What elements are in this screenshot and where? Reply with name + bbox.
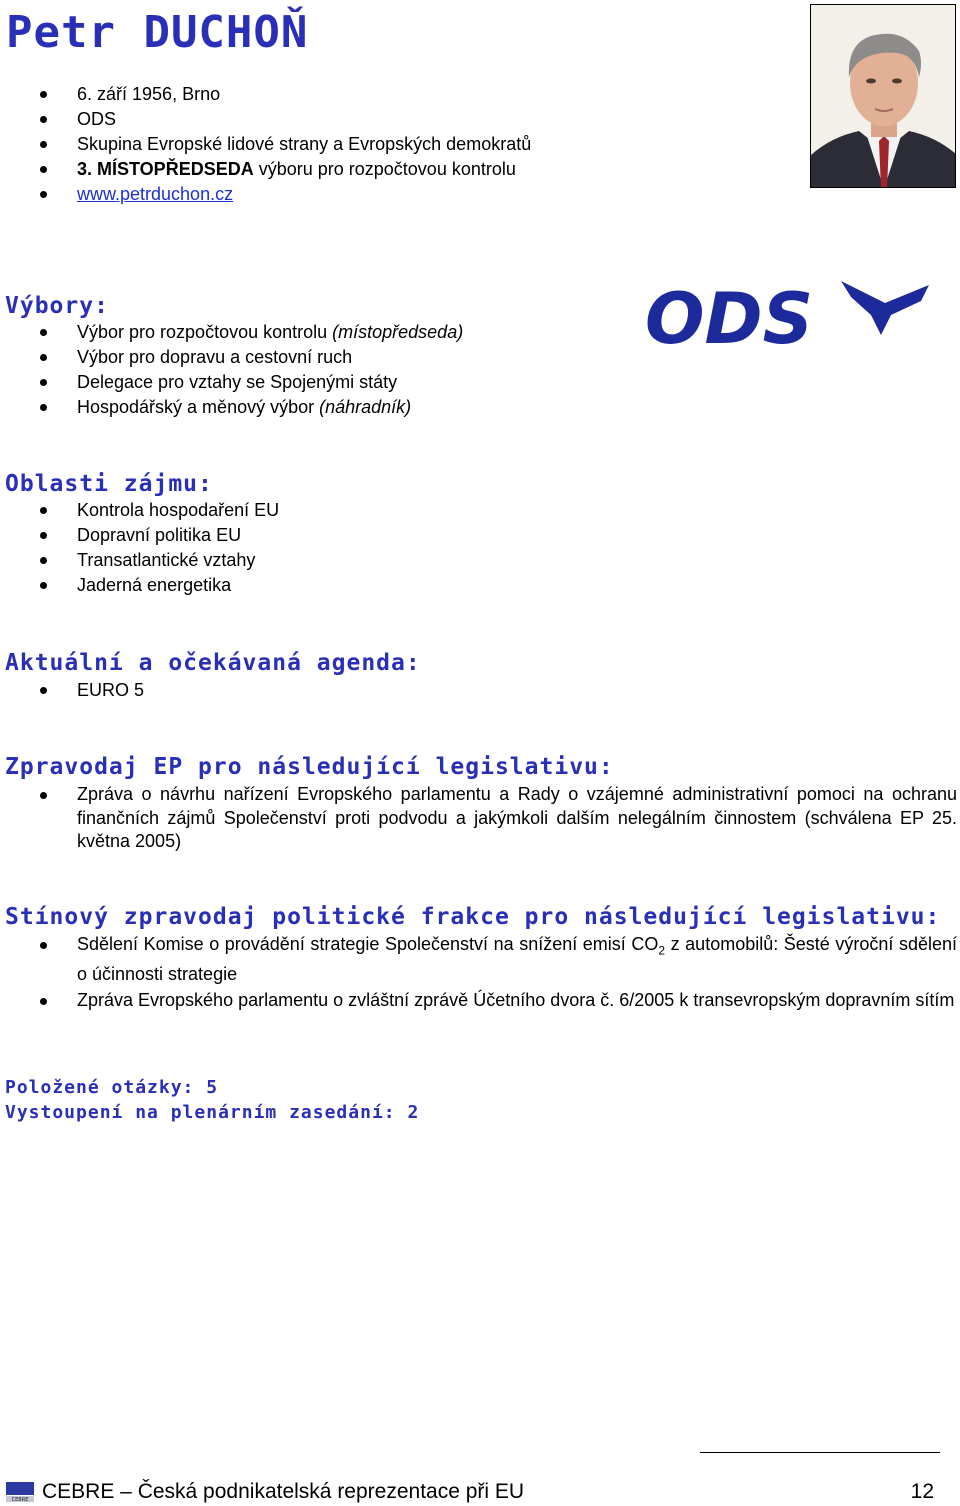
- interest-item: Dopravní politika EU: [0, 523, 279, 548]
- bio-birth: 6. září 1956, Brno: [0, 82, 531, 107]
- shadow-heading: Stínový zpravodaj politické frakce pro následující legislativu:: [5, 904, 941, 930]
- shadow-item: Sdělení Komise o provádění strategie Společenství na snížení emisí $CO_2$ z automobilů: Šesté výroční sdělení o účinnosti strategie: [0, 933, 957, 987]
- page-title: Petr DUCHOŇ: [6, 7, 309, 58]
- committees-list: [0, 320, 463, 420]
- bio-website: [0, 182, 531, 207]
- speeches-count: Vystoupení na plenárním zasedání: 2: [5, 1102, 420, 1123]
- bio-party: ODS: [0, 107, 531, 132]
- ods-logo-text: ODS: [645, 278, 814, 355]
- committee-item: Výbor pro rozpočtovou kontrolu (místopředseda): [0, 320, 463, 345]
- rapporteur-heading: Zpravodaj EP pro následující legislativu:: [5, 754, 614, 780]
- website-link[interactable]: www.petrduchon.cz: [77, 184, 234, 204]
- page-number: 12: [910, 1480, 934, 1503]
- interest-item: Jaderná energetika: [0, 573, 279, 598]
- rapporteur-item: Zpráva o návrhu nařízení Evropského parlamentu a Rady o vzájemné administrativní pomoci na ochranu finančních zájmů Společenství proti podvodu a jakýmkoli dalším nelegálním činnostem (schválena EP 25. května 2005): [0, 783, 957, 854]
- portrait-photo: [810, 4, 956, 188]
- cebre-logo-icon: [6, 1482, 34, 1502]
- bio-role: [0, 157, 531, 182]
- footer-rule: [700, 1452, 940, 1453]
- shadow-list: [0, 933, 957, 1014]
- interest-item: Kontrola hospodaření EU: [0, 498, 279, 523]
- agenda-item: EURO 5: [0, 678, 144, 703]
- ods-logo: [645, 275, 930, 355]
- committees-heading: Výbory:: [5, 293, 109, 319]
- bio-group: Skupina Evropské lidové strany a Evropských demokratů: [0, 132, 531, 157]
- committee-item: Hospodářský a měnový výbor (náhradník): [0, 395, 463, 420]
- interests-heading: Oblasti zájmu:: [5, 471, 213, 497]
- footer-text: CEBRE – Česká podnikatelská reprezentace při EU: [42, 1480, 525, 1503]
- svg-text:CEBRE: CEBRE: [11, 1497, 29, 1502]
- bio-role-bold: 3. MÍSTOPŘEDSEDA: [77, 159, 254, 179]
- bio-role-rest: výboru pro rozpočtovou kontrolu: [253, 159, 516, 179]
- committee-item: Delegace pro vztahy se Spojenými státy: [0, 370, 463, 395]
- agenda-heading: Aktuální a očekávaná agenda:: [5, 650, 421, 676]
- interests-list: [0, 498, 279, 598]
- committee-item: Výbor pro dopravu a cestovní ruch: [0, 345, 463, 370]
- page-footer: [6, 1478, 934, 1506]
- shadow-item: Zpráva Evropského parlamentu o zvláštní zprávě Účetního dvora č. 6/2005 k transevropským dopravním sítím: [0, 989, 957, 1013]
- questions-count: Položené otázky: 5: [5, 1077, 219, 1098]
- rapporteur-list: [0, 783, 957, 856]
- interest-item: Transatlantické vztahy: [0, 548, 279, 573]
- bio-list: [0, 82, 531, 207]
- agenda-list: [0, 678, 144, 703]
